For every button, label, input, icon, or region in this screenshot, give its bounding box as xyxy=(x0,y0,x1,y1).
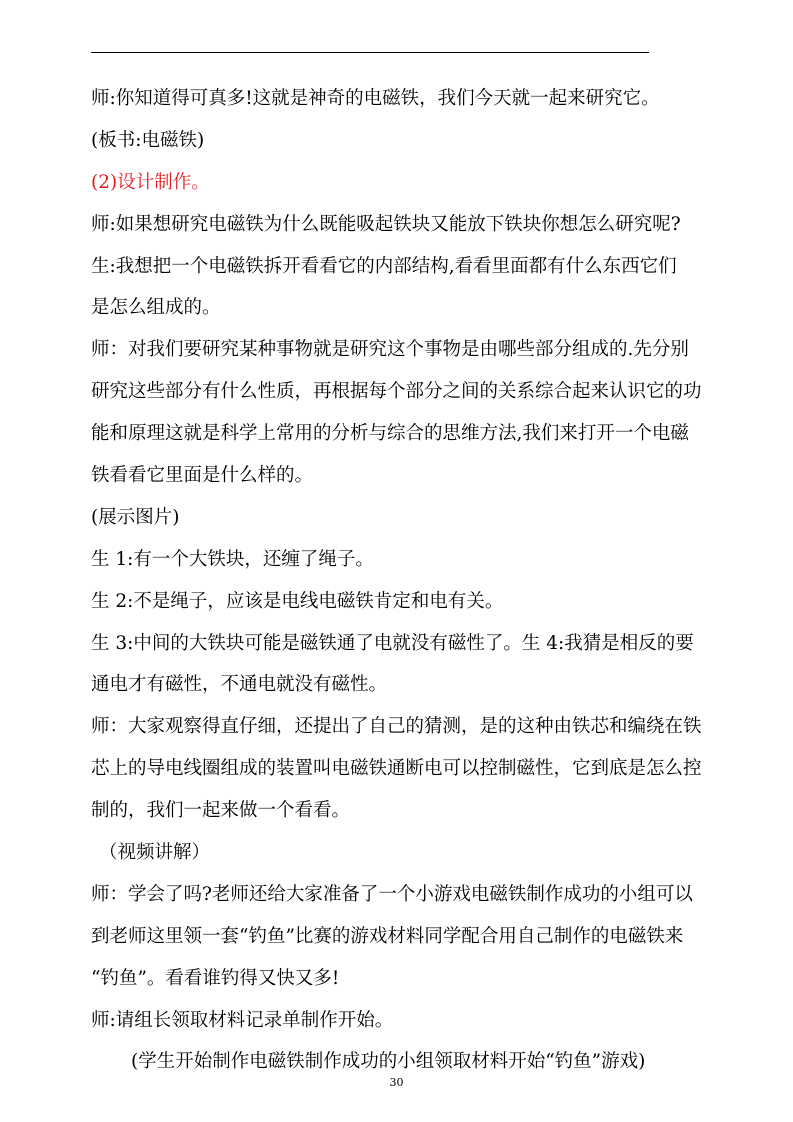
paragraph-line: 生 1:有一个大铁块，还缠了绳子。 xyxy=(91,548,374,570)
paragraph-line: 是怎么组成的。 xyxy=(91,297,221,319)
document-body xyxy=(91,78,707,1083)
paragraph-line: “钓鱼”。看看谁钓得又快又多! xyxy=(91,967,340,989)
paragraph-line: （视频讲解） xyxy=(99,842,211,864)
paragraph-line: 师：大家观察得直仔细，还提出了自己的猜测，是的这种由铁芯和编绕在铁 xyxy=(91,716,702,738)
paragraph-line: (板书:电磁铁) xyxy=(91,129,205,151)
paragraph-line: 芯上的导电线圈组成的装置叫电磁铁通断电可以控制磁性，它到底是怎么控 xyxy=(91,758,702,780)
paragraph-line: 生 2:不是绳子，应该是电线电磁铁肯定和电有关。 xyxy=(91,590,504,612)
section-heading: (2)设计制作。 xyxy=(91,171,210,193)
paragraph-line: 师:请组长领取材料记录单制作开始。 xyxy=(91,1009,394,1031)
paragraph-line: (学生开始制作电磁铁制作成功的小组领取材料开始“钓鱼”游戏) xyxy=(131,1051,646,1073)
paragraph-line: 师:如果想研究电磁铁为什么既能吸起铁块又能放下铁块你想怎么研究呢? xyxy=(91,213,681,235)
paragraph-line: 能和原理这就是科学上常用的分析与综合的思维方法,我们来打开一个电磁 xyxy=(91,423,689,445)
header-rule xyxy=(91,52,649,53)
paragraph-line: 生 3:中间的大铁块可能是磁铁通了电就没有磁性了。生 4:我猜是相反的要 xyxy=(91,632,694,654)
page-number: 30 xyxy=(389,1076,404,1089)
paragraph-line: 师:你知道得可真多!这就是神奇的电磁铁，我们今天就一起来研究它。 xyxy=(91,88,660,109)
paragraph-line: (展示图片) xyxy=(91,506,180,528)
paragraph-line: 师：对我们要研究某种事物就是研究这个事物是由哪些部分组成的.先分别 xyxy=(91,339,689,361)
paragraph-line: 生:我想把一个电磁铁拆开看看它的内部结构,看看里面都有什么东西它们 xyxy=(91,255,677,277)
paragraph-line: 制的，我们一起来做一个看看。 xyxy=(91,800,351,822)
paragraph-line: 师：学会了吗?老师还给大家准备了一个小游戏电磁铁制作成功的小组可以 xyxy=(91,883,693,905)
paragraph-line: 到老师这里领一套“钓鱼”比赛的游戏材料同学配合用自己制作的电磁铁来 xyxy=(91,925,684,947)
paragraph-line: 研究这些部分有什么性质，再根据每个部分之间的关系综合起来认识它的功 xyxy=(91,381,702,403)
paragraph-line: 铁看看它里面是什么样的。 xyxy=(91,465,314,487)
paragraph-line: 通电才有磁性，不通电就没有磁性。 xyxy=(91,674,388,696)
